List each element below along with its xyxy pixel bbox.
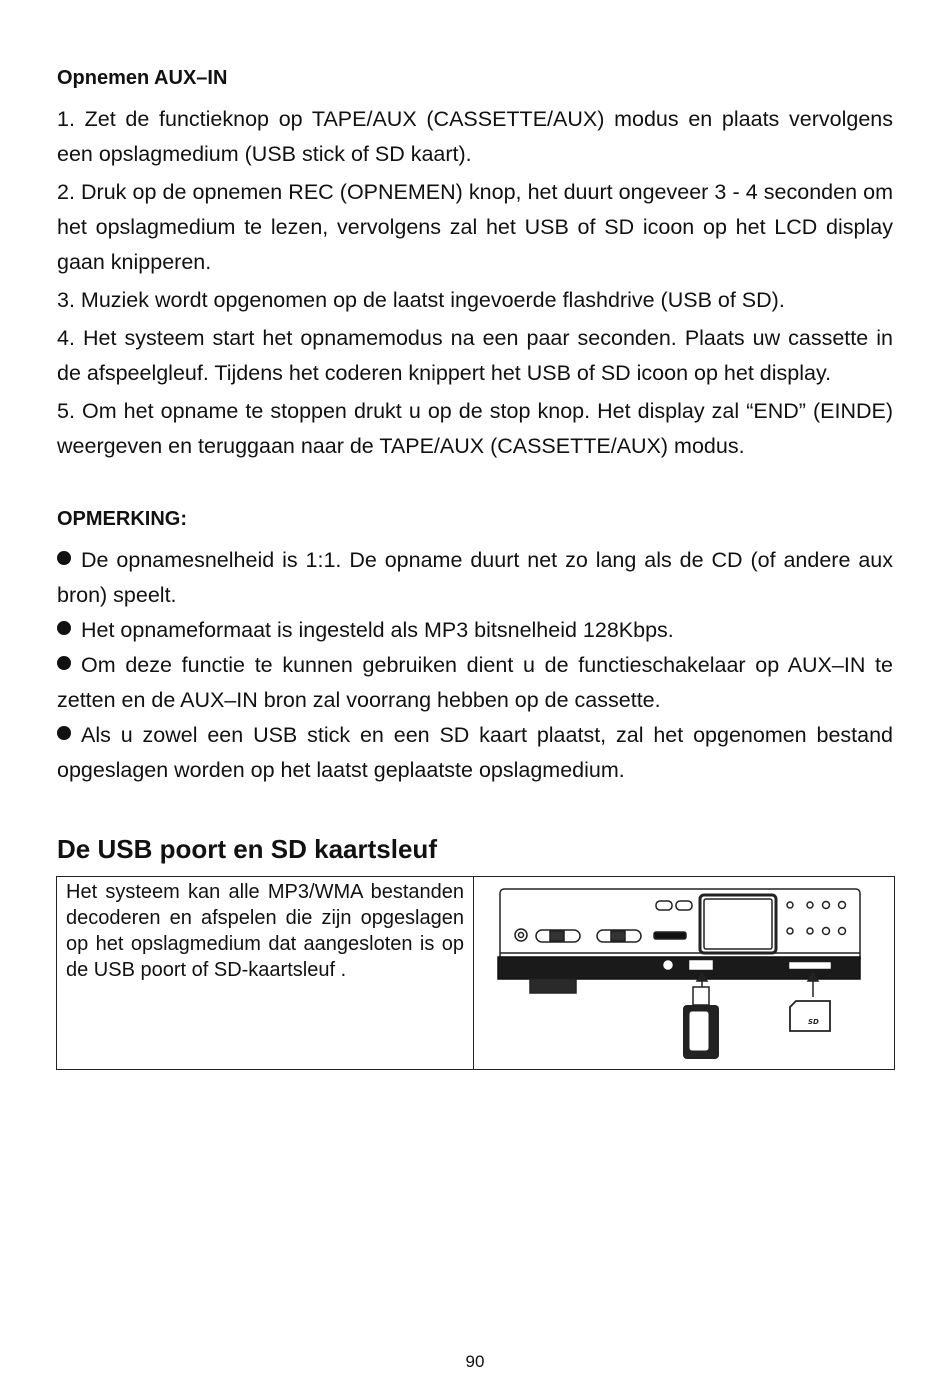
bullet-dot-icon bbox=[57, 656, 71, 670]
usb-section-title: De USB poort en SD kaartsleuf bbox=[57, 834, 437, 864]
remark-text: Als u zowel een USB stick en een SD kaart plaatst, zal het opgenomen bestand opgeslagen worden op het laatst geplaatste opslagmedium. bbox=[57, 723, 893, 782]
bullet-dot-icon bbox=[57, 726, 71, 740]
remark-1 bbox=[57, 543, 893, 613]
page-number: 90 bbox=[465, 1352, 485, 1371]
remarks-heading: OPMERKING: bbox=[57, 508, 187, 530]
bullet-dot-icon bbox=[57, 551, 71, 565]
usb-illustration bbox=[474, 877, 895, 1070]
remark-3 bbox=[57, 648, 893, 718]
step-4: 4. Het systeem start het opnamemodus na een paar seconden. Plaats uw cassette in de afspeelgleuf. Tijdens het coderen knippert het USB of SD icoon op het display. bbox=[57, 326, 893, 385]
step-5: 5. Om het opname te stoppen drukt u op de stop knop. Het display zal “END” (EINDE) weergeven en teruggaan naar de TAPE/AUX (CASSETTE/AUX) modus. bbox=[57, 399, 893, 458]
remark-text: De opnamesnelheid is 1:1. De opname duurt net zo lang als de CD (of andere aux bron) speelt. bbox=[57, 548, 893, 607]
step-2: 2. Druk op de opnemen REC (OPNEMEN) knop, het duurt ongeveer 3 - 4 seconden om het opslagmedium te lezen, vervolgens zal het USB of SD icoon op het LCD display gaan knipperen. bbox=[57, 180, 893, 274]
device-illustration-icon bbox=[490, 881, 862, 1063]
usb-info-table bbox=[56, 876, 895, 1070]
aux-heading: Opnemen AUX–IN bbox=[57, 67, 228, 89]
remark-text: Om deze functie te kunnen gebruiken dient u de functieschakelaar op AUX–IN te zetten en de AUX–IN bron zal voorrang hebben op de cassette. bbox=[57, 653, 893, 712]
step-3: 3. Muziek wordt opgenomen op de laatst ingevoerde flashdrive (USB of SD). bbox=[57, 288, 785, 312]
remark-4 bbox=[57, 718, 893, 788]
step-1: 1. Zet de functieknop op TAPE/AUX (CASSETTE/AUX) modus en plaats vervolgens een opslagmedium (USB stick of SD kaart). bbox=[57, 107, 893, 166]
sd-card-icon bbox=[790, 1001, 830, 1031]
usb-stick-icon bbox=[683, 987, 719, 1059]
remark-text: Het opnameformaat is ingesteld als MP3 bitsnelheid 128Kbps. bbox=[81, 618, 674, 642]
page-content bbox=[57, 64, 893, 1070]
bullet-dot-icon bbox=[57, 621, 71, 635]
device-front-panel-icon bbox=[498, 889, 860, 993]
remark-2 bbox=[57, 613, 893, 648]
usb-description: Het systeem kan alle MP3/WMA bestanden decoderen en afspelen die zijn opgeslagen op het opslagmedium dat aangesloten is op de USB poort of SD-kaartsleuf . bbox=[57, 877, 474, 1070]
sd-label: SD bbox=[808, 1018, 819, 1026]
